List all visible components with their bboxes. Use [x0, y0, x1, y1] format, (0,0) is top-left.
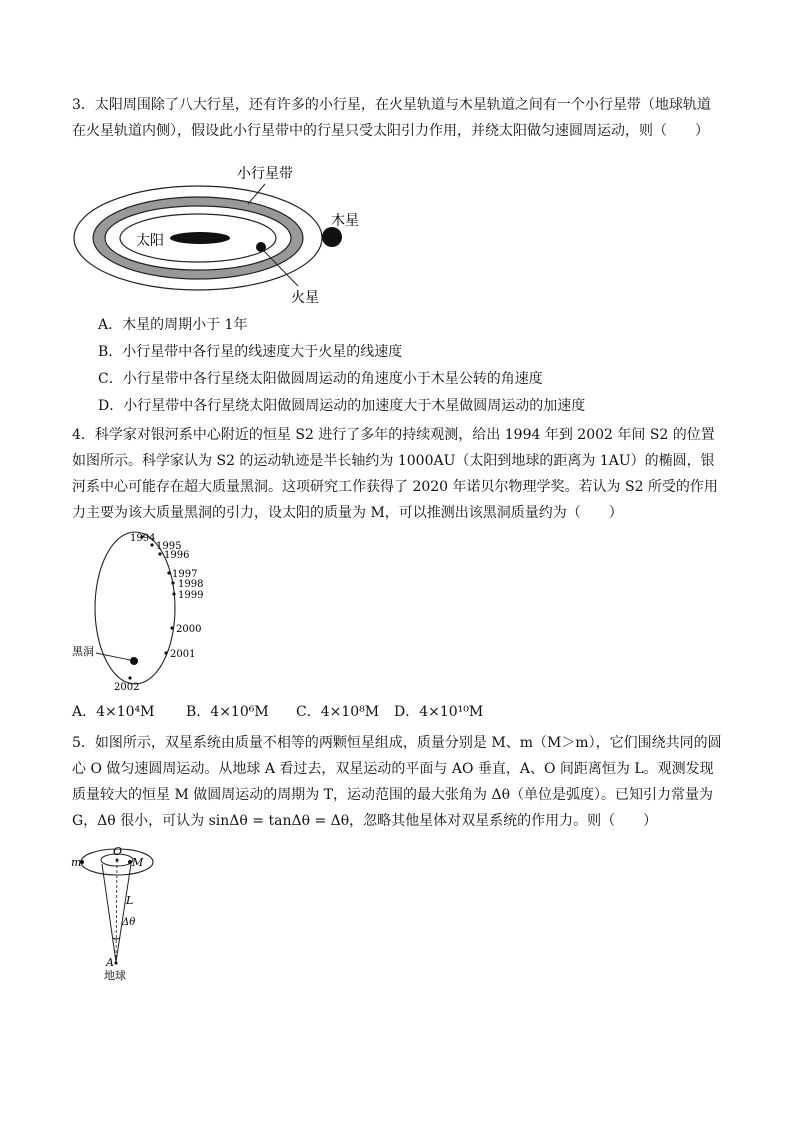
q4-option-d[interactable]: D．4×10¹⁰M: [394, 704, 484, 720]
label-O: O: [113, 845, 123, 858]
black-hole-pointer: [96, 653, 130, 660]
label-M: M: [132, 856, 144, 869]
label-m: m: [71, 856, 82, 869]
q3-option-c[interactable]: C．小行星带中各行星绕太阳做圆周运动的角速度小于木星公转的角速度: [98, 371, 543, 387]
s2-position-1997: [167, 571, 170, 574]
q4-option-b[interactable]: B．4×10⁶M: [186, 704, 269, 720]
year-label-1997: 1997: [172, 569, 198, 580]
belt-label: 小行星带: [237, 166, 293, 182]
q3-option-b[interactable]: B．小行星带中各行星的线速度大于火星的线速度: [98, 344, 403, 360]
observer-a-dot: [114, 961, 117, 964]
q3-option-d[interactable]: D．小行星带中各行星绕太阳做圆周运动的加速度大于木星做圆周运动的加速度: [98, 398, 586, 414]
year-label-1999: 1999: [178, 590, 204, 601]
jupiter-label: 木星: [331, 213, 359, 229]
sun-body: [170, 232, 230, 244]
year-label-1996: 1996: [164, 550, 190, 561]
cone-left-edge: [102, 864, 116, 962]
s2-position-1996: [158, 552, 161, 555]
s2-position-2002: [128, 676, 131, 679]
year-label-1994: 1994: [130, 533, 156, 544]
q4-stem: 4．科学家对银河系中心附近的恒星 S2 进行了多年的持续观测，给出 1994 年到 2002 年间 S2 的位置如图所示。科学家认为 S2 的运动轨迹是半长轴约为 1000AU（太阳到地球的距离为 1AU）的椭圆，银河系中心可能存在超大质量黑洞。这项研究工作获得了 2020 年诺贝尔物理学奖。若认为 S2 所受的作用力主要为该大质量黑洞的引力，设太阳的质量为 M，可以推测出该黑洞质量约为（ ）: [72, 427, 718, 521]
mars-planet: [256, 242, 266, 252]
q4-option-c[interactable]: C．4×10⁸M: [296, 704, 380, 720]
jupiter-planet: [322, 227, 342, 247]
label-earth: 地球: [104, 969, 126, 982]
s2-position-1999: [172, 592, 175, 595]
s2-position-2000: [170, 626, 173, 629]
q3-option-a[interactable]: A．木星的周期小于 1年: [98, 317, 248, 333]
year-label-1998: 1998: [178, 579, 204, 590]
label-delta-theta: Δθ: [122, 917, 136, 928]
q5-stem: 5．如图所示，双星系统由质量不相等的两颗恒星组成，质量分别是 M、m（M＞m），它们围绕共同的圆心 O 做匀速圆周运动。从地球 A 看过去，双星运动的平面与 AO 垂直，A、O 间距离恒为 L。观测发现质量较大的恒星 M 做圆周运动的周期为 T，运动范围的最大张角为 Δθ（单位是弧度）。已知引力常量为 G，Δθ 很小，可认为 sinΔθ = tanΔθ = Δθ，忽略其他星体对双星系统的作用力。则（ ）: [72, 735, 722, 829]
q4-option-a[interactable]: A．4×10⁴M: [72, 704, 155, 720]
year-label-2002: 2002: [114, 682, 140, 693]
q5-binary-star-figure: [68, 842, 178, 984]
angle-arc: [113, 938, 120, 939]
year-label-2000: 2000: [176, 624, 202, 635]
label-L: L: [126, 894, 134, 907]
year-label-1995: 1995: [156, 541, 182, 552]
q4-s2-orbit-figure: [68, 528, 228, 696]
black-hole-label: 黑洞: [72, 645, 94, 658]
cone-right-edge: [116, 864, 134, 962]
black-hole-dot: [130, 657, 138, 665]
year-label-2001: 2001: [170, 649, 196, 660]
mars-label: 火星: [291, 290, 319, 306]
label-A: A: [106, 956, 114, 969]
q3-orbit-figure: [70, 160, 370, 310]
q3-stem: 3．太阳周围除了八大行星，还有许多的小行星，在火星轨道与木星轨道之间有一个小行星带（地球轨道在火星轨道内侧），假设此小行星带中的行星只受太阳引力作用，并绕太阳做匀速圆周运动，则（ ）: [72, 97, 711, 139]
s2-position-1998: [171, 581, 174, 584]
sun-label: 太阳: [136, 233, 164, 249]
s2-position-2001: [164, 651, 167, 654]
